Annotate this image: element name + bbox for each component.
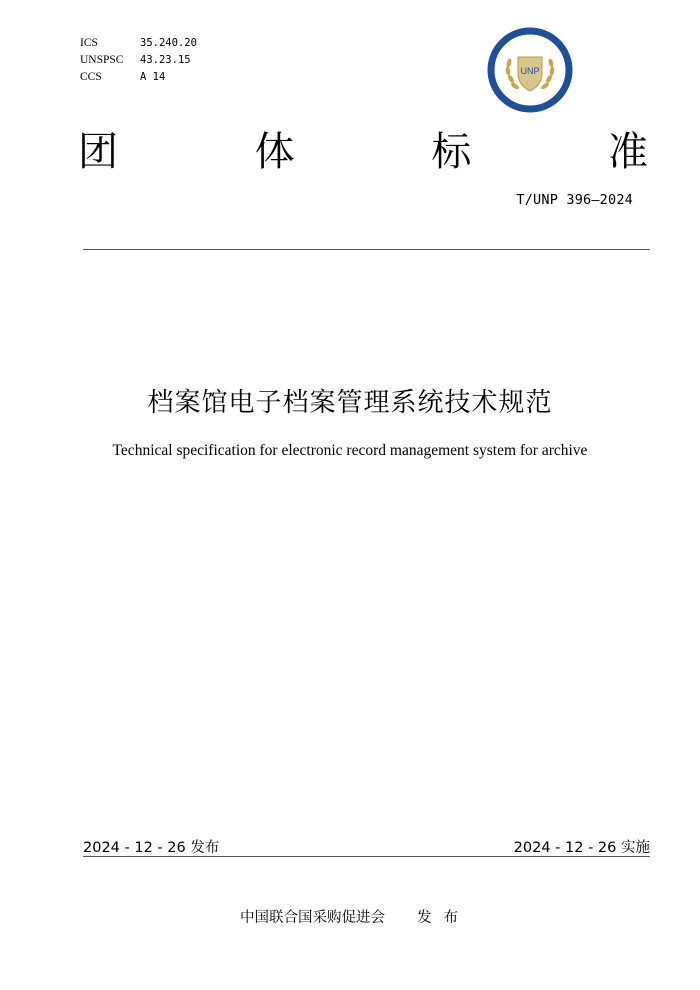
title-chinese: 档案馆电子档案管理系统技术规范 — [147, 388, 553, 418]
top-divider — [83, 249, 650, 250]
bottom-divider — [83, 856, 650, 857]
standard-type — [78, 127, 648, 177]
title-english: Technical specification for electronic record management system for archive — [112, 442, 588, 459]
ics-value: 35.240.20 — [140, 37, 197, 49]
publisher-name: 中国联合国采购促进会 — [240, 910, 385, 926]
classification-codes — [80, 35, 197, 86]
standard-type-char: 标 — [431, 129, 472, 175]
standard-type-char: 体 — [254, 129, 295, 175]
standard-type-char: 团 — [78, 129, 118, 175]
ccs-label: CCS — [80, 71, 102, 83]
ics-label: ICS — [80, 37, 98, 49]
logo-text: UNP — [520, 66, 540, 76]
ccs-row — [80, 69, 197, 86]
ccs-value: A 14 — [140, 71, 166, 83]
implement-date: 2024 - 12 - 26 实施 — [513, 840, 650, 856]
unspsc-label: UNSPSC — [80, 54, 124, 66]
standard-number: T/UNP 396—2024 — [516, 192, 633, 208]
standard-type-char: 准 — [607, 129, 648, 175]
publisher — [240, 906, 470, 927]
unp-logo — [487, 27, 573, 113]
publisher-action: 发布 — [417, 910, 470, 926]
ics-row — [80, 35, 197, 52]
issue-date: 2024 - 12 - 26 发布 — [83, 840, 220, 856]
unspsc-value: 43.23.15 — [140, 54, 191, 66]
unspsc-row — [80, 52, 197, 69]
